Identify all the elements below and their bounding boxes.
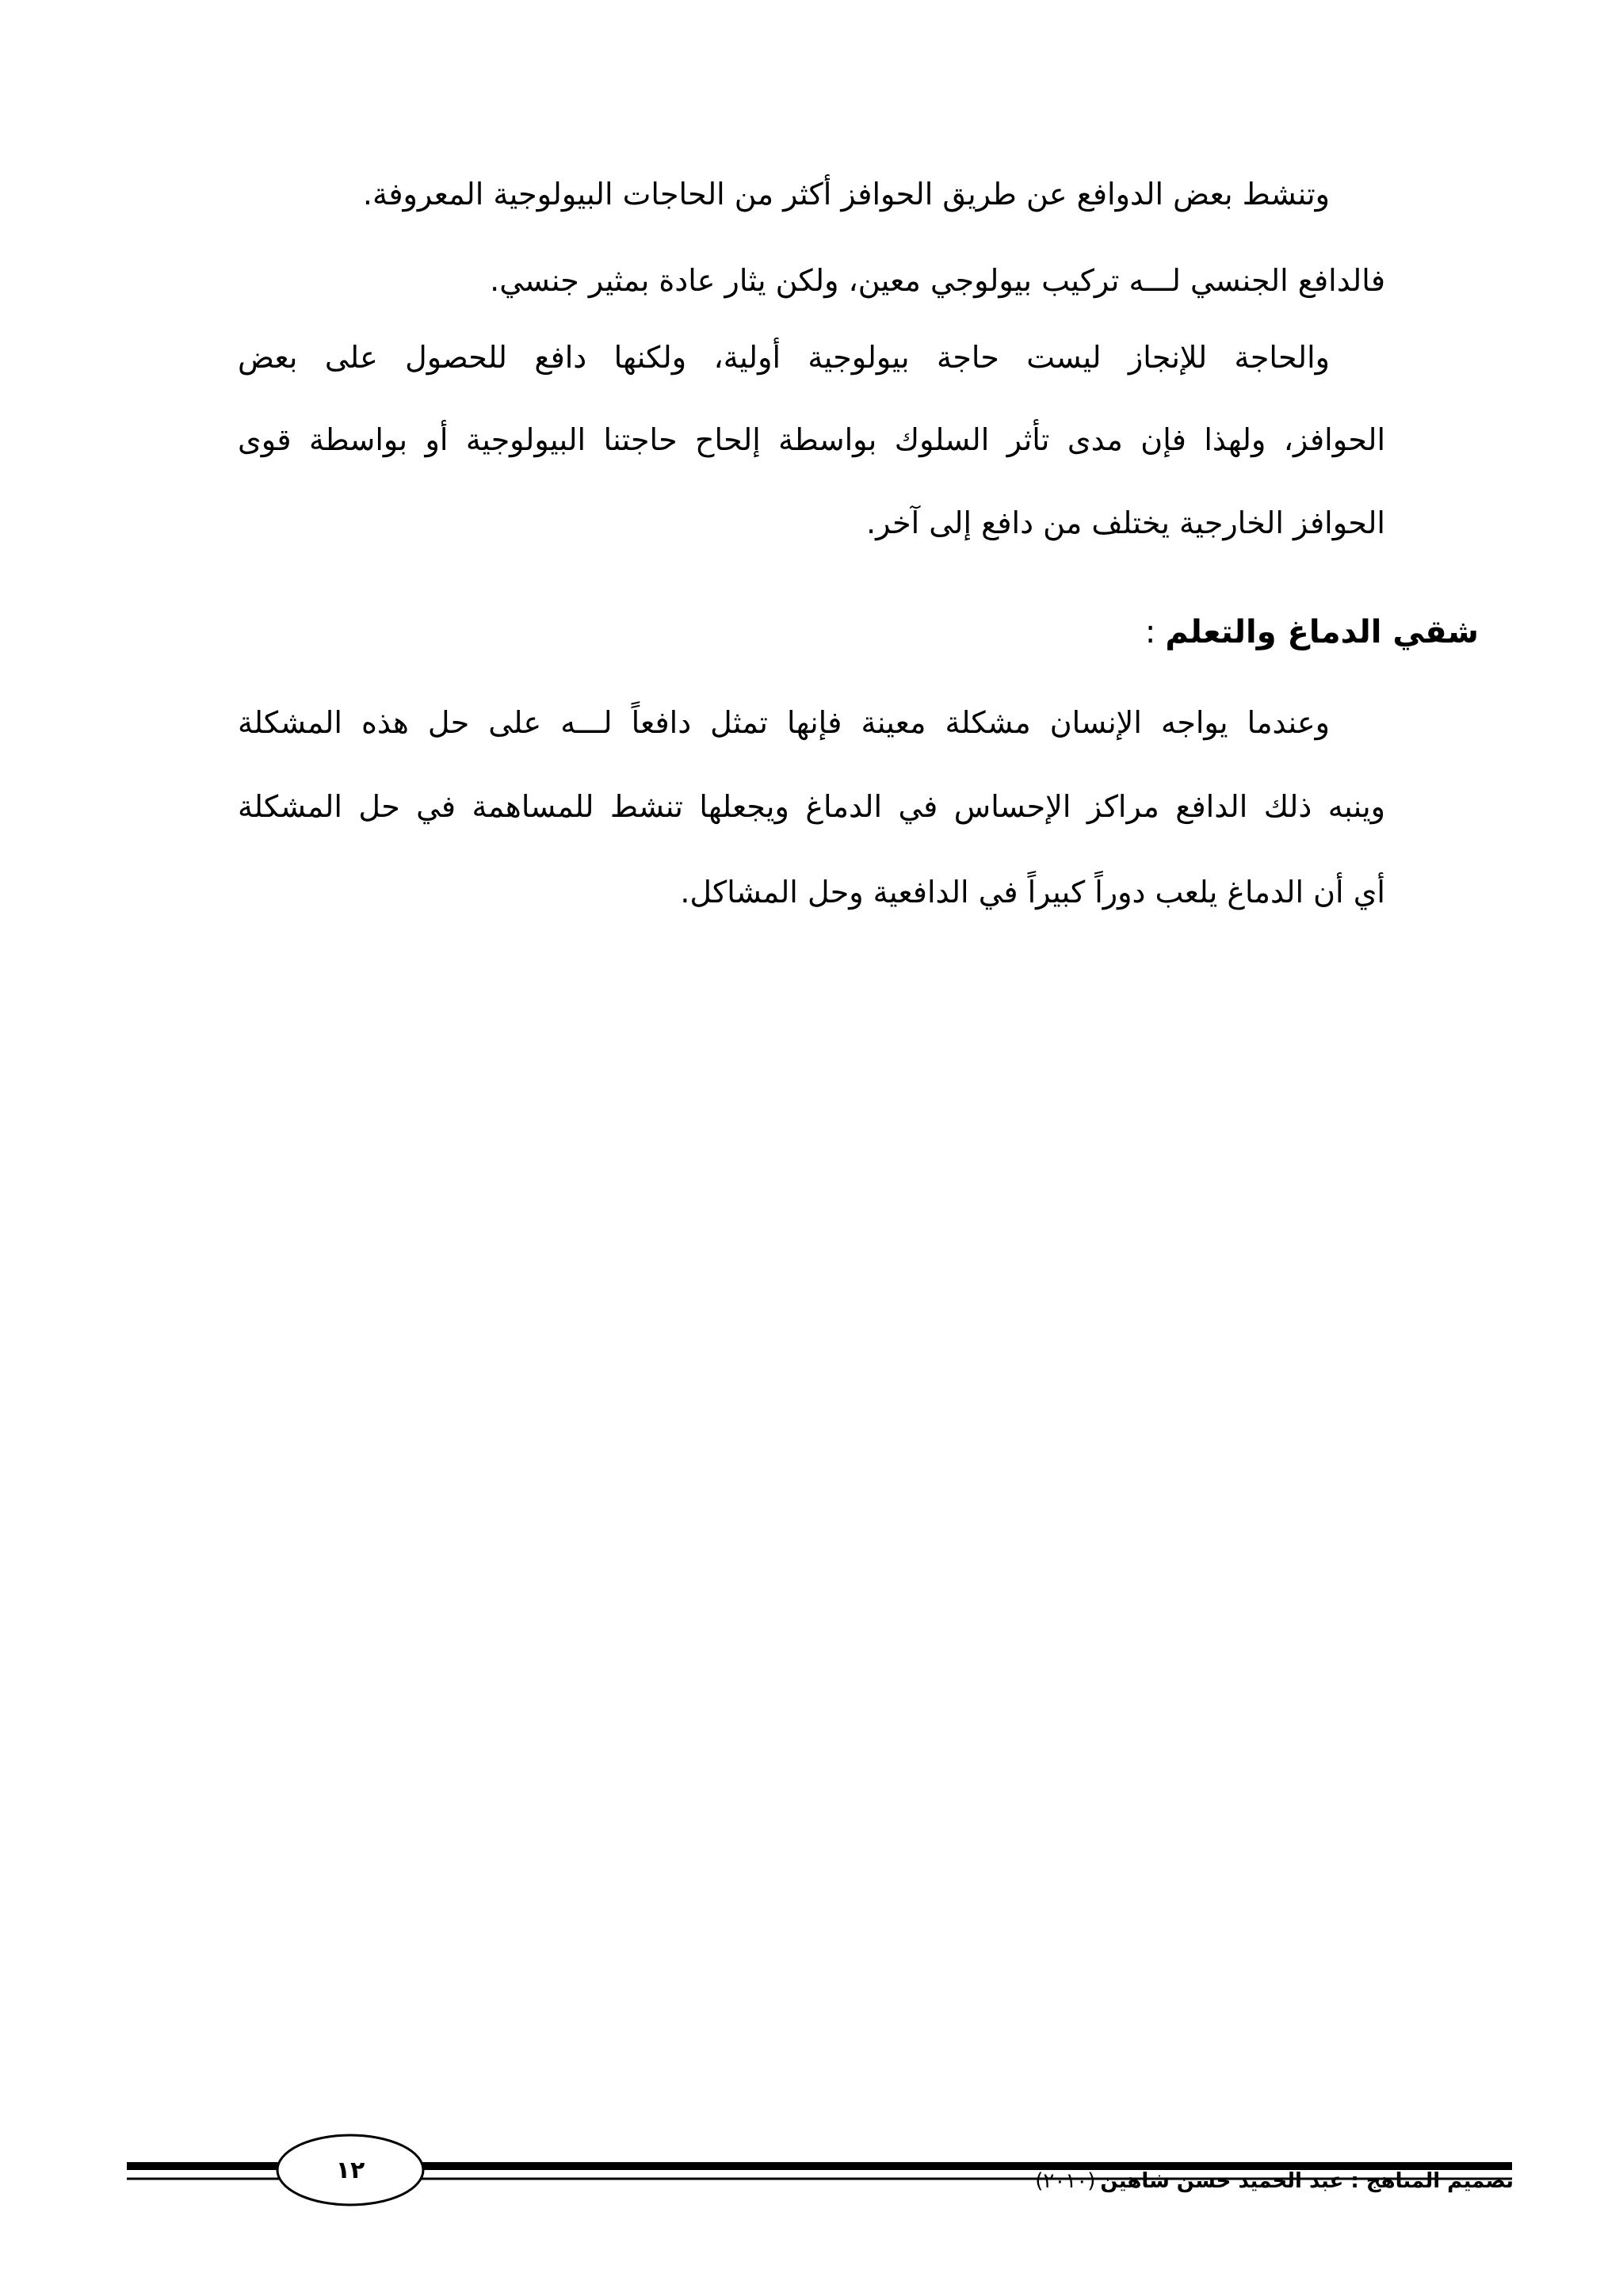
paragraph-line: أي أن الدماغ يلعب دوراً كبيراً في الدافعية وحل المشاكل. <box>680 875 1385 910</box>
page-number-text: ١٢ <box>335 2156 365 2184</box>
footer-running-title <box>1035 2169 1514 2193</box>
paragraph-line: والحاجة للإنجاز ليست حاجة بيولوجية أولية، ولكنها دافع للحصول على بعض <box>238 340 1330 375</box>
footer-year: (٢٠١٠) <box>1035 2169 1096 2193</box>
paragraph-line: وعندما يواجه الإنسان مشكلة معينة فإنها تمثل دافعاً لـــه على حل هذه المشكلة <box>238 705 1330 740</box>
section-heading-colon: : <box>1144 614 1156 650</box>
paragraph-line: الحوافز، ولهذا فإن مدى تأثر السلوك بواسطة إلحاح حاجتنا البيولوجية أو بواسطة قوى <box>238 422 1385 457</box>
section-heading-text: شقي الدماغ والتعلم <box>1165 614 1479 650</box>
page-number <box>277 2134 423 2206</box>
footer-book-title-author: تصميم المناهج : عبد الحميد حسن شاهين <box>1100 2169 1514 2193</box>
paragraph-line: فالدافع الجنسي لـــه تركيب بيولوجي معين، ولكن يثار عادة بمثير جنسي. <box>490 263 1385 298</box>
paragraph-line: الحوافز الخارجية يختلف من دافع إلى آخر. <box>866 505 1385 540</box>
paragraph-line: وتنشط بعض الدوافع عن طريق الحوافز أكثر من الحاجات البيولوجية المعروفة. <box>362 177 1330 212</box>
paragraph-line: وينبه ذلك الدافع مراكز الإحساس في الدماغ ويجعلها تنشط للمساهمة في حل المشكلة <box>238 789 1385 824</box>
